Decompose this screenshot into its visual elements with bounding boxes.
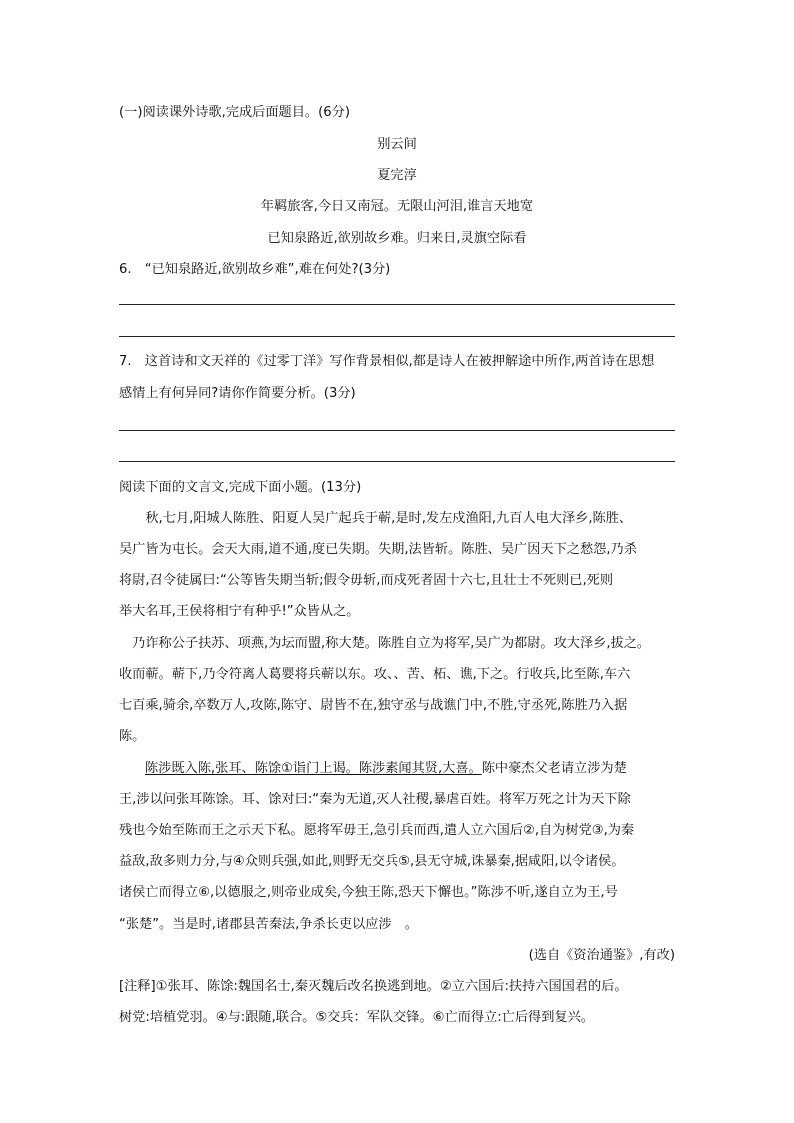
prose-paragraph-line: 举大名耳,王侯将相宁有种乎!”众皆从之。 [119, 604, 360, 619]
prose-paragraph-line: 将尉,召令徒属曰:“公等皆失期当斩;假令毋斩,而戍死者固十六七,且壮士不死则已,死则 [119, 573, 614, 588]
prose-paragraph-line: 吴广皆为屯长。会天大雨,道不通,度已失期。失期,法皆斩。陈胜、吴广因天下之愁怨,乃杀 [119, 542, 637, 557]
answer-line[interactable] [119, 304, 675, 305]
prose-paragraph-line: “张楚”。当是时,诸郡县苦秦法,争杀长吏以应涉 。 [119, 917, 418, 932]
notes-line-1: [注释]①张耳、陈馀:魏国名士,秦灭魏后改名换逃到地。②立六国后:扶持六国国君的后。 [119, 979, 628, 994]
prose-paragraph-line [119, 761, 675, 777]
poem-line-1: 年羁旅客,今日又南冠。无限山河泪,谁言天地宽 [260, 199, 534, 214]
poem-author: 夏完淳 [377, 168, 417, 183]
answer-line[interactable] [119, 461, 675, 462]
source-citation: (选自《资治通鉴》,有改) [528, 948, 675, 963]
question-6: 6. “已知泉路近,欲别故乡难”,难在何处?(3分) [119, 262, 391, 277]
question-7-line-2: 感情上有何异同?请你作简要分析。(3分) [119, 386, 356, 401]
question-7-line-1: 7. 这首诗和文天祥的《过零丁洋》写作背景相似,都是诗人在被押解途中所作,两首诗在思想 [119, 354, 655, 369]
prose-paragraph-line: 秋,七月,阳城人陈胜、阳夏人吴广起兵于蕲,是时,发左戍渔阳,九百人电大泽乡,陈胜、 [119, 511, 633, 526]
poem-line-2: 已知泉路近,欲别故乡难。归来日,灵旗空际看 [267, 231, 527, 246]
prose-paragraph-line: 七百乘,骑余,卒数万人,攻陈,陈守、尉皆不在,独守丞与战谯门中,不胜,守丞死,陈胜乃入据 [119, 698, 628, 713]
prose-paragraph-line: 残也今始至陈而王之示天下私。愿将军毋王,急引兵而西,遣人立六国后②,自为树党③,为秦 [119, 823, 635, 838]
prose-section-heading: 阅读下面的文言文,完成下面小题。(13分) [119, 480, 362, 495]
prose-paragraph-line: 益敌,敌多则力分,与④众则兵强,如此,则野无交兵⑤,县无守城,诛暴秦,据咸阳,以令诸侯。 [119, 854, 625, 869]
notes-line-2: 树党:培植党羽。④与:跟随,联合。⑤交兵：军队交锋。⑥亡而得立:亡后得到复兴。 [119, 1010, 594, 1025]
answer-line[interactable] [119, 336, 675, 337]
poem-section-heading: (一)阅读课外诗歌,完成后面题目。(6分) [119, 105, 350, 120]
prose-paragraph-line: 诸侯亡而得立⑥,以德服之,则帝业成矣,今独王陈,恐天下懈也。”陈涉不听,遂自立为王,号 [119, 885, 618, 900]
prose-paragraph-line: 收而蕲。蕲下,乃令符离人葛婴将兵蕲以东。攻、、苦、柘、谯,下之。行收兵,比至陈,车六 [119, 667, 631, 682]
prose-text: 陈中豪杰父老请立涉为楚 [481, 761, 627, 776]
answer-line[interactable] [119, 430, 675, 431]
prose-paragraph-line: 乃诈称公子扶苏、项燕,为坛而盟,称大楚。陈胜自立为将军,吴广为都尉。攻大泽乡,拔之。 [119, 636, 651, 651]
prose-paragraph-line: 王,涉以问张耳陈馀。耳、馀对曰:“秦为无道,灭人社稷,暴虐百姓。将军万死之计为天下除 [119, 792, 631, 807]
underlined-sentence: 陈涉既入陈,张耳、陈馀①诣门上谒。陈涉素闻其贤,大喜。 [145, 761, 482, 776]
poem-title: 别云间 [377, 137, 417, 152]
prose-paragraph-line: 陈。 [119, 729, 146, 744]
